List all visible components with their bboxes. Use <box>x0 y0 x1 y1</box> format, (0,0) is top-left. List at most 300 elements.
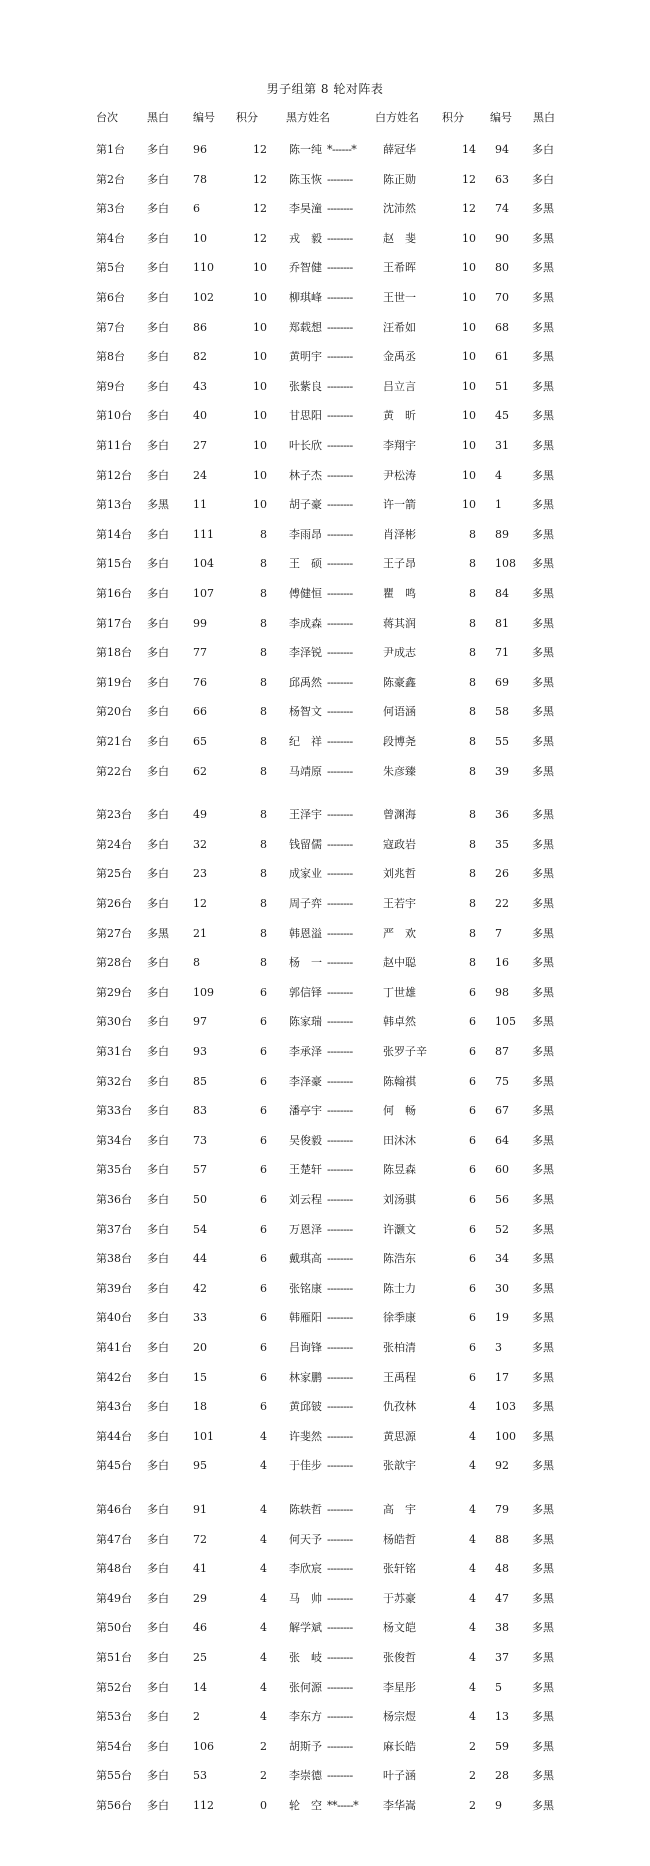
table-row <box>0 1308 650 1328</box>
table-cell-score-left: 10 <box>253 320 267 334</box>
table-cell-table: 第46台 <box>96 1503 132 1516</box>
table-cell-score-right: 10 <box>462 379 476 393</box>
table-row <box>0 1397 650 1417</box>
table-cell-score-left: 8 <box>260 897 267 910</box>
table-cell-black-white-left: 多白 <box>147 675 169 689</box>
table-cell-black-white-left: 多白 <box>147 291 169 304</box>
table-cell-score-right: 8 <box>469 557 476 571</box>
table-cell-separator: -------- <box>327 1680 353 1694</box>
table-cell-score-right: 8 <box>469 675 476 689</box>
table-cell-black-name: 李雨昂 <box>289 527 322 541</box>
table-row <box>0 1249 650 1269</box>
table-cell-table: 第28台 <box>96 956 132 970</box>
table-cell-black-white-right: 多黑 <box>532 261 554 275</box>
table-cell-white-name: 王子昂 <box>383 557 416 571</box>
table-cell-separator: -------- <box>327 1739 353 1753</box>
table-cell-black-white-left: 多白 <box>147 1341 169 1354</box>
table-cell-white-name: 何 畅 <box>383 1104 416 1118</box>
table-cell-number-right: 47 <box>495 1591 509 1605</box>
table-row <box>0 347 650 367</box>
table-cell-table: 第34台 <box>96 1133 132 1147</box>
table-cell-number-right: 34 <box>495 1252 509 1266</box>
table-cell-black-white-right: 多黑 <box>532 1459 554 1473</box>
table-cell-number-right: 69 <box>495 675 509 689</box>
table-cell-black-name: 张紫良 <box>289 379 322 393</box>
table-cell-separator: -------- <box>327 897 353 910</box>
table-cell-white-name: 张俊哲 <box>383 1651 416 1664</box>
table-cell-black-name: 周子弈 <box>289 897 322 910</box>
table-cell-white-name: 仇孜林 <box>383 1400 416 1414</box>
table-row <box>0 377 650 397</box>
table-cell-black-white-left: 多白 <box>147 1591 169 1605</box>
table-row <box>0 1368 650 1388</box>
table-row <box>0 584 650 604</box>
table-cell-black-white-right: 多黑 <box>532 1769 554 1783</box>
table-cell-white-name: 陈正勋 <box>383 172 416 186</box>
table-cell-table: 第44台 <box>96 1429 132 1443</box>
table-cell-score-left: 4 <box>260 1651 267 1664</box>
header-score-right: 积分 <box>442 111 464 124</box>
table-cell-score-right: 4 <box>469 1680 476 1694</box>
table-cell-table: 第21台 <box>96 735 132 748</box>
table-cell-number-left: 83 <box>193 1104 207 1118</box>
table-cell-separator: -------- <box>327 764 353 778</box>
table-cell-table: 第1台 <box>96 143 125 156</box>
table-cell-white-name: 何语涵 <box>383 705 416 719</box>
table-cell-black-white-right: 多黑 <box>532 1370 554 1384</box>
table-cell-score-right: 6 <box>469 1222 476 1236</box>
table-cell-number-right: 3 <box>495 1341 502 1354</box>
table-cell-score-left: 8 <box>260 837 267 851</box>
table-cell-score-left: 4 <box>260 1710 267 1724</box>
table-cell-separator: -------- <box>327 379 353 393</box>
table-cell-white-name: 薛冠华 <box>383 143 416 156</box>
table-cell-number-left: 27 <box>193 439 207 452</box>
table-cell-score-right: 10 <box>462 439 476 452</box>
table-cell-number-left: 21 <box>193 926 207 940</box>
table-cell-number-right: 19 <box>495 1311 509 1325</box>
table-row <box>0 1456 650 1476</box>
table-cell-table: 第42台 <box>96 1370 132 1384</box>
table-cell-score-right: 8 <box>469 837 476 851</box>
table-cell-score-left: 10 <box>253 439 267 452</box>
table-cell-score-right: 6 <box>469 1311 476 1325</box>
table-cell-white-name: 陈翰祺 <box>383 1074 416 1088</box>
table-row <box>0 140 650 160</box>
table-cell-white-name: 张柏清 <box>383 1341 416 1354</box>
table-cell-black-white-left: 多白 <box>147 1281 169 1295</box>
table-row <box>0 466 650 486</box>
table-cell-score-left: 8 <box>260 705 267 719</box>
table-cell-table: 第14台 <box>96 527 132 541</box>
table-row <box>0 1160 650 1180</box>
table-cell-black-name: 黄明宇 <box>289 350 322 364</box>
table-cell-table: 第20台 <box>96 705 132 719</box>
table-cell-black-white-right: 多黑 <box>532 1591 554 1605</box>
table-cell-number-right: 68 <box>495 320 509 334</box>
table-cell-black-name: 万恩泽 <box>289 1222 322 1236</box>
table-cell-black-white-right: 多黑 <box>532 926 554 940</box>
table-cell-number-right: 1 <box>495 498 502 512</box>
table-cell-separator: -------- <box>327 735 353 748</box>
table-cell-table: 第50台 <box>96 1621 132 1635</box>
table-cell-separator: -------- <box>327 1341 353 1354</box>
table-cell-score-right: 4 <box>469 1429 476 1443</box>
table-cell-black-name: 钱留儒 <box>289 837 322 851</box>
table-cell-black-white-right: 多黑 <box>532 468 554 482</box>
table-cell-table: 第49台 <box>96 1591 132 1605</box>
table-cell-score-left: 6 <box>260 1370 267 1384</box>
table-cell-table: 第18台 <box>96 646 132 660</box>
table-cell-number-left: 23 <box>193 867 207 881</box>
table-cell-black-white-right: 多黑 <box>532 1193 554 1206</box>
table-cell-number-right: 87 <box>495 1045 509 1058</box>
table-cell-separator: -------- <box>327 1104 353 1118</box>
table-cell-black-white-left: 多白 <box>147 1045 169 1058</box>
table-cell-table: 第10台 <box>96 409 132 423</box>
table-cell-score-right: 10 <box>462 291 476 304</box>
table-cell-score-left: 12 <box>253 231 267 245</box>
table-cell-table: 第9台 <box>96 379 125 393</box>
table-cell-black-name: 韩恩溢 <box>289 926 322 940</box>
table-cell-separator: -------- <box>327 675 353 689</box>
table-cell-black-white-left: 多白 <box>147 439 169 452</box>
table-cell-black-name: 杨智文 <box>289 705 322 719</box>
table-cell-table: 第31台 <box>96 1045 132 1058</box>
table-cell-black-white-right: 多黑 <box>532 1710 554 1724</box>
table-cell-separator: -------- <box>327 557 353 571</box>
table-cell-number-right: 37 <box>495 1651 509 1664</box>
table-row <box>0 1042 650 1062</box>
table-cell-white-name: 黄 昕 <box>383 409 416 423</box>
table-cell-number-left: 33 <box>193 1311 207 1325</box>
table-cell-separator: -------- <box>327 1769 353 1783</box>
table-cell-number-left: 95 <box>193 1459 207 1473</box>
table-cell-score-right: 8 <box>469 764 476 778</box>
table-cell-table: 第48台 <box>96 1562 132 1576</box>
table-cell-black-name: 胡子豪 <box>289 498 322 512</box>
table-cell-separator: -------- <box>327 1651 353 1664</box>
table-cell-number-left: 29 <box>193 1591 207 1605</box>
table-cell-white-name: 曾渊海 <box>383 808 416 822</box>
table-cell-score-right: 4 <box>469 1503 476 1516</box>
table-cell-score-left: 10 <box>253 468 267 482</box>
page-title: 男子组第 8 轮对阵表 <box>266 82 384 96</box>
table-cell-number-left: 53 <box>193 1769 207 1783</box>
table-cell-table: 第16台 <box>96 587 132 600</box>
table-cell-white-name: 王禹程 <box>383 1370 416 1384</box>
table-cell-score-left: 8 <box>260 764 267 778</box>
table-cell-white-name: 杨文皑 <box>383 1621 416 1635</box>
table-cell-white-name: 张歆宇 <box>383 1459 416 1473</box>
table-cell-number-left: 82 <box>193 350 207 364</box>
table-cell-table: 第36台 <box>96 1193 132 1206</box>
table-cell-number-left: 11 <box>193 498 207 512</box>
table-cell-table: 第43台 <box>96 1400 132 1414</box>
table-cell-black-white-left: 多白 <box>147 764 169 778</box>
table-cell-score-left: 4 <box>260 1562 267 1576</box>
table-cell-black-white-left: 多白 <box>147 1133 169 1147</box>
table-cell-number-right: 5 <box>495 1680 502 1694</box>
table-row <box>0 406 650 426</box>
table-cell-number-right: 64 <box>495 1133 509 1147</box>
table-cell-score-left: 6 <box>260 1104 267 1118</box>
table-cell-white-name: 朱彦臻 <box>383 764 416 778</box>
table-cell-number-right: 35 <box>495 837 509 851</box>
table-cell-table: 第51台 <box>96 1651 132 1664</box>
table-cell-white-name: 张罗子辛 <box>383 1045 427 1058</box>
table-cell-black-white-left: 多黑 <box>147 498 169 512</box>
table-cell-black-white-right: 多黑 <box>532 498 554 512</box>
table-cell-score-left: 2 <box>260 1769 267 1783</box>
table-cell-separator: -------- <box>327 320 353 334</box>
table-cell-score-left: 8 <box>260 646 267 660</box>
table-cell-white-name: 尹松涛 <box>383 468 416 482</box>
table-cell-table: 第19台 <box>96 675 132 689</box>
table-cell-score-left: 10 <box>253 498 267 512</box>
table-cell-black-white-right: 多黑 <box>532 956 554 970</box>
table-cell-table: 第30台 <box>96 1015 132 1029</box>
table-cell-black-white-left: 多白 <box>147 1370 169 1384</box>
table-cell-white-name: 李星彤 <box>383 1680 416 1694</box>
table-cell-black-white-right: 多黑 <box>532 1532 554 1546</box>
table-row <box>0 1618 650 1638</box>
table-cell-score-left: 4 <box>260 1503 267 1516</box>
table-cell-table: 第11台 <box>96 439 132 452</box>
table-cell-white-name: 段博尧 <box>383 735 416 748</box>
table-row <box>0 1072 650 1092</box>
table-cell-separator: -------- <box>327 837 353 851</box>
table-cell-black-white-right: 多黑 <box>532 1252 554 1266</box>
table-row <box>0 1427 650 1447</box>
table-cell-separator: -------- <box>327 1591 353 1605</box>
table-cell-number-right: 84 <box>495 587 509 600</box>
table-cell-score-left: 6 <box>260 1074 267 1088</box>
table-cell-black-name: 戎 毅 <box>289 231 322 245</box>
table-cell-number-right: 52 <box>495 1222 509 1236</box>
table-cell-number-left: 109 <box>193 985 214 999</box>
header-black-white-right: 黑白 <box>533 111 555 124</box>
table-cell-score-left: 6 <box>260 1133 267 1147</box>
table-cell-separator: -------- <box>327 1222 353 1236</box>
table-cell-white-name: 寇政岩 <box>383 837 416 851</box>
table-cell-number-left: 40 <box>193 409 207 423</box>
header-score-left: 积分 <box>236 111 258 124</box>
table-cell-white-name: 许一箭 <box>383 498 416 512</box>
table-cell-black-white-right: 多黑 <box>532 1621 554 1635</box>
table-row <box>0 1648 650 1668</box>
table-cell-score-right: 10 <box>462 261 476 275</box>
table-cell-number-left: 10 <box>193 231 207 245</box>
table-cell-white-name: 陈豪鑫 <box>383 675 416 689</box>
table-row <box>0 805 650 825</box>
table-cell-white-name: 赵 斐 <box>383 231 416 245</box>
table-cell-white-name: 田沐沐 <box>383 1133 416 1147</box>
table-cell-separator: -------- <box>327 1459 353 1473</box>
table-cell-black-white-left: 多白 <box>147 646 169 660</box>
table-cell-black-white-right: 多黑 <box>532 1163 554 1177</box>
table-cell-black-white-left: 多白 <box>147 867 169 881</box>
table-cell-number-right: 59 <box>495 1739 509 1753</box>
table-cell-table: 第24台 <box>96 837 132 851</box>
table-cell-black-white-left: 多白 <box>147 1459 169 1473</box>
table-cell-separator: -------- <box>327 1281 353 1295</box>
table-cell-number-left: 50 <box>193 1193 207 1206</box>
table-cell-black-white-left: 多白 <box>147 897 169 910</box>
table-cell-white-name: 汪希如 <box>383 320 416 334</box>
table-cell-black-name: 轮 空 <box>289 1799 322 1812</box>
table-cell-black-white-left: 多白 <box>147 1252 169 1266</box>
table-cell-number-right: 30 <box>495 1281 509 1295</box>
table-cell-number-right: 48 <box>495 1562 509 1576</box>
table-cell-black-white-right: 多黑 <box>532 1739 554 1753</box>
table-cell-number-right: 67 <box>495 1104 509 1118</box>
table-cell-black-white-left: 多白 <box>147 1769 169 1783</box>
table-cell-number-right: 94 <box>495 143 509 156</box>
table-cell-black-white-left: 多白 <box>147 616 169 630</box>
table-cell-score-right: 8 <box>469 646 476 660</box>
table-cell-score-left: 10 <box>253 409 267 423</box>
table-cell-table: 第56台 <box>96 1799 132 1812</box>
table-cell-number-right: 71 <box>495 646 509 660</box>
table-cell-table: 第27台 <box>96 926 132 940</box>
table-cell-black-name: 李承泽 <box>289 1045 322 1058</box>
table-cell-black-name: 何天予 <box>289 1532 322 1546</box>
table-cell-table: 第54台 <box>96 1739 132 1753</box>
table-cell-score-right: 10 <box>462 350 476 364</box>
table-cell-number-right: 92 <box>495 1459 509 1473</box>
table-cell-score-right: 4 <box>469 1400 476 1414</box>
table-cell-black-white-right: 多黑 <box>532 675 554 689</box>
table-cell-number-left: 6 <box>193 202 200 216</box>
table-cell-black-white-left: 多白 <box>147 1400 169 1414</box>
table-cell-black-white-left: 多黑 <box>147 926 169 940</box>
table-cell-white-name: 肖泽彬 <box>383 527 416 541</box>
table-cell-black-white-right: 多黑 <box>532 1104 554 1118</box>
table-cell-white-name: 杨宗煜 <box>383 1710 416 1724</box>
table-row <box>0 1707 650 1727</box>
table-cell-black-white-left: 多白 <box>147 172 169 186</box>
table-cell-black-white-right: 多黑 <box>532 379 554 393</box>
table-row <box>0 199 650 219</box>
table-cell-black-white-right: 多黑 <box>532 439 554 452</box>
table-row <box>0 1796 650 1816</box>
table-cell-white-name: 王若宇 <box>383 897 416 910</box>
table-cell-black-name: 王楚轩 <box>289 1163 322 1177</box>
table-cell-score-right: 6 <box>469 1015 476 1029</box>
table-cell-black-white-right: 多黑 <box>532 735 554 748</box>
table-cell-black-white-right: 多黑 <box>532 291 554 304</box>
table-cell-number-left: 97 <box>193 1015 207 1029</box>
table-cell-table: 第25台 <box>96 867 132 881</box>
table-cell-score-right: 10 <box>462 320 476 334</box>
table-cell-black-white-right: 多黑 <box>532 1045 554 1058</box>
table-row <box>0 1279 650 1299</box>
table-cell-number-left: 24 <box>193 468 207 482</box>
table-row <box>0 1012 650 1032</box>
table-cell-number-right: 88 <box>495 1532 509 1546</box>
table-cell-number-right: 17 <box>495 1370 509 1384</box>
table-cell-table: 第6台 <box>96 291 125 304</box>
table-cell-black-name: 王泽宇 <box>289 808 322 822</box>
table-cell-table: 第45台 <box>96 1459 132 1473</box>
table-cell-score-right: 4 <box>469 1562 476 1576</box>
table-cell-score-right: 4 <box>469 1532 476 1546</box>
table-cell-black-white-right: 多黑 <box>532 1799 554 1812</box>
table-cell-table: 第53台 <box>96 1710 132 1724</box>
table-cell-black-white-right: 多黑 <box>532 1074 554 1088</box>
table-cell-white-name: 麻长皓 <box>383 1739 416 1753</box>
table-cell-number-left: 18 <box>193 1400 207 1414</box>
table-cell-number-right: 22 <box>495 897 509 910</box>
table-cell-black-white-left: 多白 <box>147 468 169 482</box>
table-cell-black-name: 于佳步 <box>289 1459 322 1473</box>
table-cell-number-left: 20 <box>193 1341 207 1354</box>
table-cell-number-left: 110 <box>193 261 214 275</box>
table-cell-white-name: 叶子涵 <box>383 1769 416 1783</box>
table-cell-number-right: 89 <box>495 527 509 541</box>
table-cell-number-left: 99 <box>193 616 207 630</box>
table-cell-black-white-left: 多白 <box>147 350 169 364</box>
table-cell-score-right: 8 <box>469 616 476 630</box>
table-cell-white-name: 严 欢 <box>383 926 416 940</box>
table-cell-black-white-left: 多白 <box>147 735 169 748</box>
table-cell-score-right: 8 <box>469 735 476 748</box>
table-cell-number-right: 55 <box>495 735 509 748</box>
table-row <box>0 554 650 574</box>
table-cell-black-white-left: 多白 <box>147 1532 169 1546</box>
table-cell-score-left: 6 <box>260 1281 267 1295</box>
table-cell-table: 第5台 <box>96 261 125 275</box>
table-cell-black-name: 李成森 <box>289 616 322 630</box>
table-cell-score-left: 8 <box>260 808 267 822</box>
table-row <box>0 1766 650 1786</box>
table-cell-score-left: 6 <box>260 1193 267 1206</box>
table-cell-score-left: 12 <box>253 143 267 156</box>
table-cell-score-right: 8 <box>469 926 476 940</box>
table-cell-separator: -------- <box>327 1532 353 1546</box>
table-cell-number-left: 111 <box>193 527 214 541</box>
table-cell-separator: -------- <box>327 1252 353 1266</box>
table-cell-white-name: 李翔宇 <box>383 439 416 452</box>
table-row <box>0 1190 650 1210</box>
table-cell-separator: -------- <box>327 926 353 940</box>
table-cell-number-left: 8 <box>193 956 200 970</box>
table-cell-score-right: 6 <box>469 1074 476 1088</box>
table-cell-black-name: 林家鹏 <box>289 1370 322 1384</box>
table-cell-number-left: 112 <box>193 1799 214 1812</box>
table-cell-black-white-right: 多黑 <box>532 616 554 630</box>
table-row <box>0 1101 650 1121</box>
table-cell-score-right: 2 <box>469 1769 476 1783</box>
table-cell-black-white-left: 多白 <box>147 1193 169 1206</box>
table-cell-separator: -------- <box>327 1400 353 1414</box>
table-cell-black-name: 邱禹然 <box>289 675 322 689</box>
table-row <box>0 1559 650 1579</box>
table-cell-black-white-right: 多黑 <box>532 646 554 660</box>
table-cell-black-white-left: 多白 <box>147 1074 169 1088</box>
table-cell-number-left: 57 <box>193 1163 207 1177</box>
table-cell-black-name: 陈一纯 <box>289 143 322 156</box>
table-cell-black-white-right: 多黑 <box>532 897 554 910</box>
table-cell-number-right: 38 <box>495 1621 509 1635</box>
table-cell-black-name: 柳琪峰 <box>289 291 322 304</box>
header-white-name: 白方姓名 <box>375 111 419 124</box>
table-cell-black-white-left: 多白 <box>147 1710 169 1724</box>
table-row <box>0 170 650 190</box>
table-cell-number-left: 72 <box>193 1532 207 1546</box>
table-cell-black-white-left: 多白 <box>147 261 169 275</box>
